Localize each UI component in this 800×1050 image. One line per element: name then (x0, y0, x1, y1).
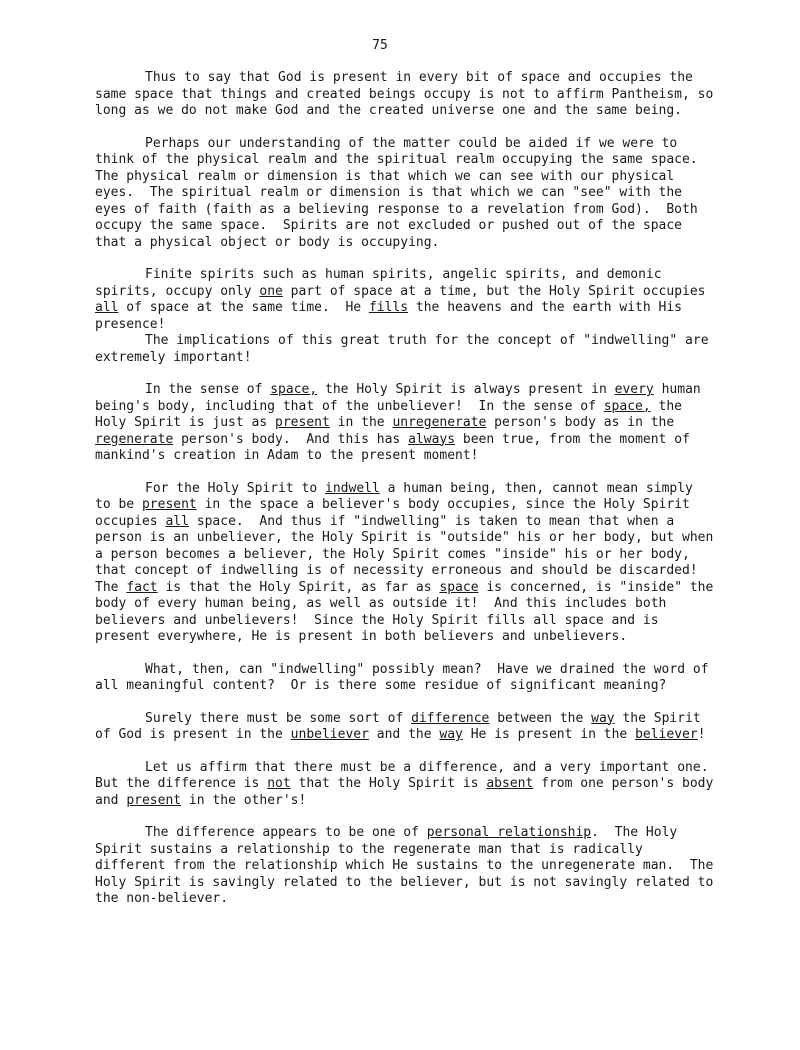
text-segment: In the sense of (145, 382, 271, 397)
underlined-text: space, (270, 382, 318, 397)
paragraph (95, 825, 722, 908)
underlined-text: absent (486, 776, 534, 791)
paragraph (95, 382, 715, 465)
text-segment: The difference appears to be one of (145, 825, 427, 840)
paragraph (95, 480, 722, 646)
underlined-text: present (275, 415, 330, 430)
text-segment: between the (489, 710, 592, 726)
text-segment: that the Holy Spirit is (290, 776, 487, 791)
underlined-text: space (439, 579, 479, 595)
underlined-text: one (259, 283, 283, 299)
underlined-text: believer (635, 727, 698, 742)
text-segment: Thus to say that God is present in every bit of space and occupies the same space that things and created beings occupy is not to affirm Pantheism, so long as we do not make God and the created universe one and the same being. (95, 70, 722, 118)
underlined-text: indwell (325, 480, 380, 496)
text-segment: The implications of this great truth for the concept of "indwelling" are extremely important! (95, 333, 717, 365)
text-segment: a human being, then, cannot mean simply to be (95, 480, 701, 512)
document-body (95, 70, 725, 924)
underlined-text: fact (126, 579, 158, 595)
paragraph (95, 136, 715, 252)
text-segment: in the other's! (181, 792, 307, 808)
underlined-text: personal relationship (426, 825, 592, 840)
text-segment: . The Holy Spirit sustains a relationship to the regenerate man that is radically different from the relationship which He sustains to the unregenerate man. The Holy Spirit is savingly related to the believer, but is not savingly related to the non-believer. (95, 825, 722, 906)
text-segment: is that the Holy Spirit, as far as (157, 579, 440, 595)
text-segment: been true, from the moment of mankind's creation in Adam to the present moment! (95, 431, 698, 463)
underlined-text: always (408, 431, 456, 447)
paragraph (95, 267, 715, 333)
text-segment: in the (329, 415, 393, 430)
underlined-text: way (591, 710, 615, 726)
text-segment: the Holy Spirit is just as (95, 398, 690, 430)
text-segment: is concerned, is "inside" the body of every human being, as well as outside it! And this includes both believers and unbelievers! Since the Holy Spirit fills all space and is present everywhere, He is present in both believers and unbelievers. (95, 579, 722, 644)
underlined-text: space, (603, 398, 651, 414)
text-segment: person's body as in the (486, 415, 683, 430)
paragraph (95, 70, 722, 120)
text-segment: Finite spirits such as human spirits, angelic spirits, and demonic spirits, occupy only (95, 267, 670, 299)
text-segment: space. And thus if "indwelling" is taken to mean that when a person is an unbeliever, the Holy Spirit is "outside" his or her body, but when a person becomes a believer, the Holy Spirit comes "inside" his or her body, that concept of indwelling is of necessity erroneous and should be discarded! The (95, 513, 722, 595)
text-segment: Perhaps our understanding of the matter could be aided if we were to think of the physical realm and the spiritual realm occupying the same space. The physical realm or dimension is that which we can see with our physical eyes. The spiritual realm or dimension is that which we can "see" with the eyes of faith (faith as a believing response to a revelation from God). Both occupy the same space. Spirits are not excluded or pushed out of the space that a physical object or body is occupying. (95, 135, 714, 250)
underlined-text: present (141, 497, 197, 512)
text-segment: of space at the same time. He (118, 300, 369, 315)
paragraph (95, 662, 715, 695)
text-segment: person's body. And this has (173, 431, 409, 447)
text-segment: from one person's body and (95, 776, 722, 808)
underlined-text: unregenerate (392, 415, 487, 430)
underlined-text: all (165, 513, 189, 529)
text-segment: ! (697, 727, 706, 742)
text-segment: What, then, can "indwelling" possibly mean? Have we drained the word of all meaningful content? Or is there some residue of significant meaning? (95, 661, 717, 693)
text-segment: the heavens and the earth with His presence! (95, 300, 690, 332)
text-segment: For the Holy Spirit to (145, 480, 326, 496)
underlined-text: every (614, 382, 654, 397)
underlined-text: regenerate (95, 431, 174, 447)
underlined-text: way (439, 727, 463, 742)
text-segment: human being's body, including that of the unbeliever! In the sense of (95, 382, 709, 414)
underlined-text: unbeliever (290, 727, 369, 742)
paragraph (95, 333, 715, 366)
underlined-text: difference (411, 710, 490, 726)
text-segment: in the space a believer's body occupies, since the Holy Spirit occupies (95, 497, 698, 529)
underlined-text: all (95, 300, 119, 315)
text-segment: and the (368, 727, 440, 742)
text-segment: the Spirit of God is present in the (95, 710, 709, 742)
text-segment: He is present in the (462, 727, 636, 742)
underlined-text: not (267, 776, 291, 791)
text-segment: Surely there must be some sort of (145, 710, 412, 726)
text-segment: part of space at a time, but the Holy Spirit occupies (282, 283, 714, 299)
text-segment: the Holy Spirit is always present in (317, 382, 615, 397)
paragraph (95, 711, 715, 744)
paragraph (95, 759, 725, 810)
underlined-text: present (126, 792, 182, 808)
page-number: 75 (372, 38, 388, 53)
underlined-text: fills (368, 300, 409, 315)
text-segment: Let us affirm that there must be a difference, and a very important one. But the difference is (95, 759, 725, 791)
